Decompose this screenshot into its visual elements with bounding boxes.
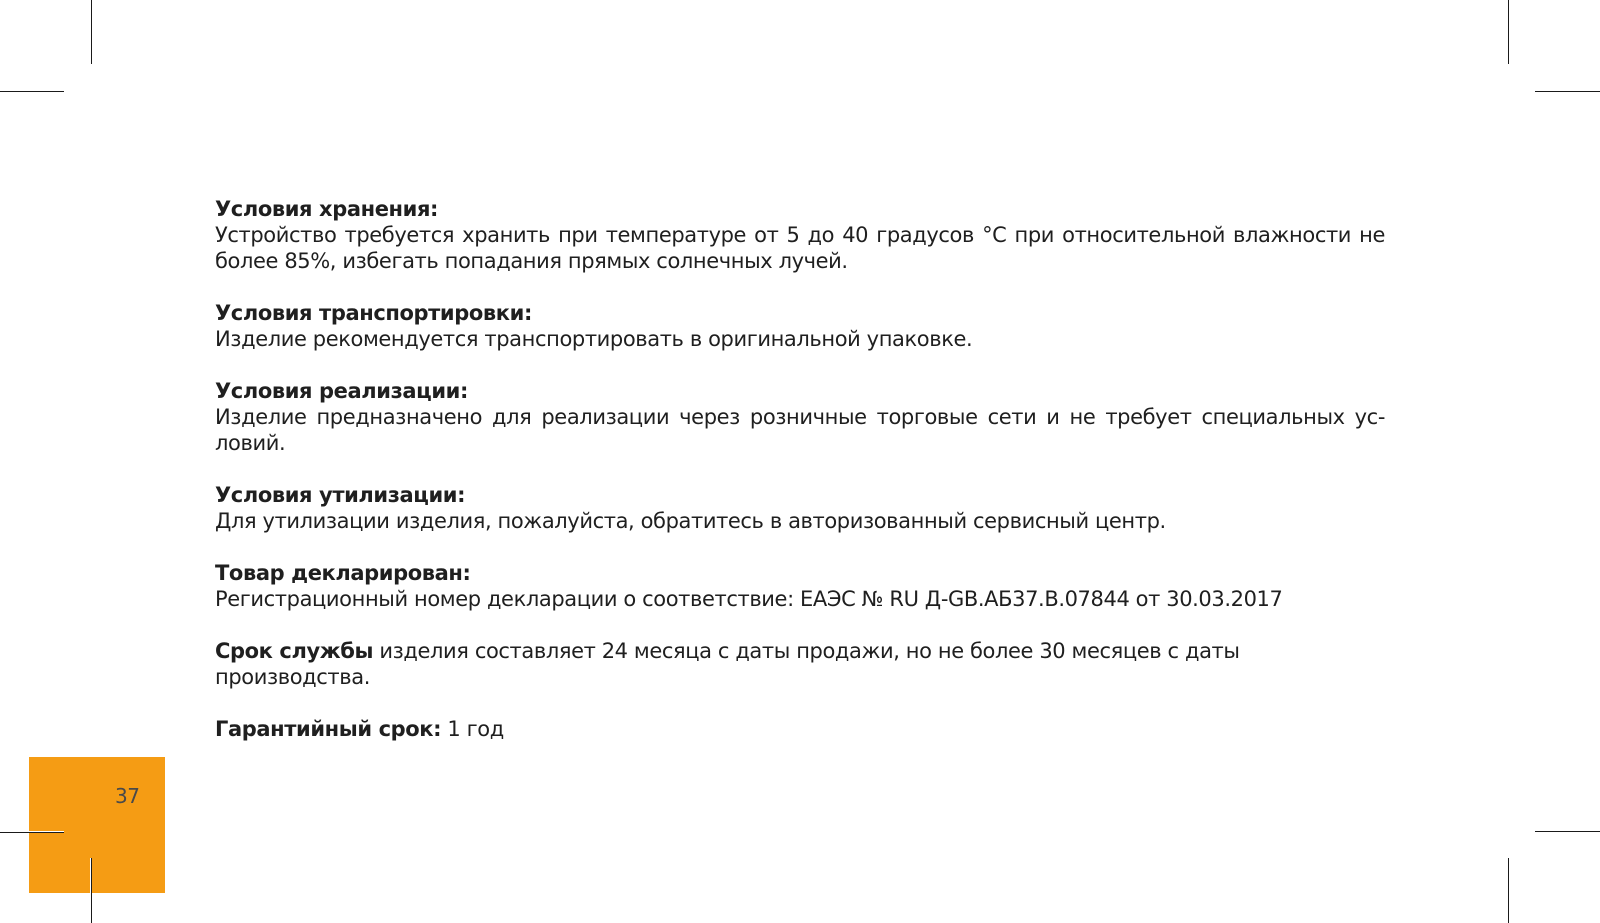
section-text: Изделие рекомендуется транспортировать в оригинальной упаковке. (215, 327, 973, 351)
declaration-section (215, 560, 1385, 612)
service-life-paragraph (215, 638, 1385, 690)
section-heading: Условия реализации: (215, 379, 468, 403)
warranty-label: Гарантийный срок: (215, 717, 442, 741)
section-heading: Условия утилизации: (215, 483, 466, 507)
crop-mark-bottom-left-vertical (91, 858, 92, 923)
warranty-section (215, 716, 1385, 742)
section-text: Для утилизации изделия, пожалуйста, обратитесь в авторизованный сервисный центр. (215, 509, 1166, 533)
section-heading: Условия хранения: (215, 197, 439, 221)
section-heading: Товар декларирован: (215, 561, 471, 585)
warranty-value: 1 год (441, 717, 504, 741)
crop-mark-bottom-right-horizontal (1535, 831, 1600, 832)
disposal-conditions-section (215, 482, 1385, 534)
document-body (215, 196, 1385, 768)
warranty-paragraph (215, 716, 1385, 742)
crop-mark-top-right-horizontal (1535, 91, 1600, 92)
crop-mark-top-left-vertical (91, 0, 92, 64)
service-life-label: Срок службы (215, 639, 374, 663)
crop-mark-bottom-right-vertical (1508, 858, 1509, 923)
storage-conditions-section (215, 196, 1385, 274)
section-text: Регистрационный номер декларации о соответствие: ЕАЭС № RU Д-GB.АБ37.В.07844 от 30.03.2017 (215, 587, 1283, 611)
crop-mark-top-left-horizontal (0, 91, 64, 92)
page-number: 37 (115, 784, 140, 808)
section-text: Устройство требуется хранить при температуре от 5 до 40 градусов °С при относительной влажности не более 85%, избегать попадания прямых солнечных лучей. (215, 223, 1385, 273)
service-life-section (215, 638, 1385, 690)
transport-conditions-section (215, 300, 1385, 352)
crop-mark-top-right-vertical (1508, 0, 1509, 64)
sales-conditions-section (215, 378, 1385, 456)
service-life-text: изделия составляет 24 месяца с даты продажи, но не более 30 месяцев с даты производства. (215, 639, 1240, 689)
page-number-box (29, 757, 165, 893)
section-text: Изделие предназначено для реализации через розничные торговые сети и не требует специальных ус-ловий. (215, 405, 1385, 455)
section-heading: Условия транспортировки: (215, 301, 532, 325)
crop-mark-bottom-left-line (0, 832, 64, 833)
